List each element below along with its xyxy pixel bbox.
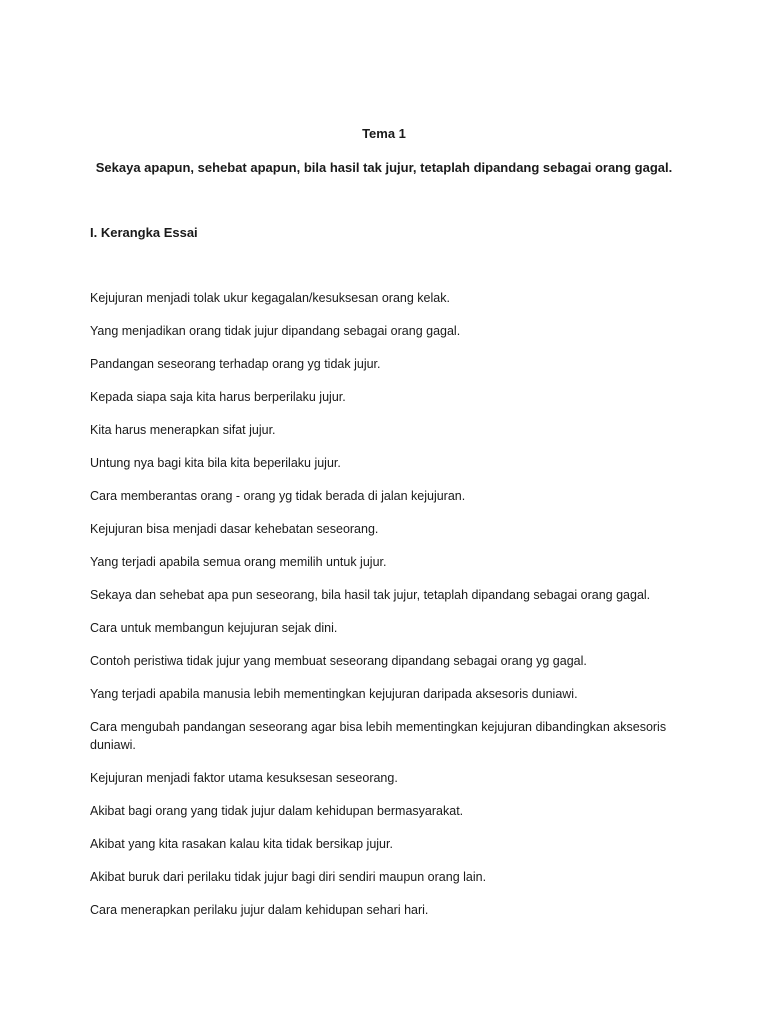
outline-item: Akibat buruk dari perilaku tidak jujur bagi diri sendiri maupun orang lain. (90, 870, 487, 884)
outline-item: Kejujuran bisa menjadi dasar kehebatan seseorang. (90, 522, 379, 536)
outline-item: Pandangan seseorang terhadap orang yg tidak jujur. (90, 357, 381, 371)
outline-item: Akibat bagi orang yang tidak jujur dalam kehidupan bermasyarakat. (90, 804, 464, 818)
document-subtitle: Sekaya apapun, sehebat apapun, bila hasil tak jujur, tetaplah dipandang sebagai orang gagal. (95, 160, 673, 175)
outline-item: Kepada siapa saja kita harus berperilaku jujur. (90, 390, 346, 404)
outline-item: Cara mengubah pandangan seseorang agar bisa lebih mementingkan kejujuran dibandingkan aksesoris duniawi. (90, 720, 667, 752)
essay-outline-list (90, 289, 680, 934)
outline-item: Yang terjadi apabila manusia lebih mementingkan kejujuran daripada aksesoris duniawi. (90, 687, 578, 701)
outline-item: Contoh peristiwa tidak jujur yang membuat seseorang dipandang sebagai orang yg gagal. (90, 654, 587, 668)
outline-item: Cara memberantas orang - orang yg tidak berada di jalan kejujuran. (90, 489, 466, 503)
outline-item: Cara menerapkan perilaku jujur dalam kehidupan sehari hari. (90, 903, 429, 917)
outline-item: Kita harus menerapkan sifat jujur. (90, 423, 276, 437)
outline-item: Yang terjadi apabila semua orang memilih untuk jujur. (90, 555, 387, 569)
outline-item: Kejujuran menjadi faktor utama kesuksesan seseorang. (90, 771, 398, 785)
outline-item: Akibat yang kita rasakan kalau kita tidak bersikap jujur. (90, 837, 393, 851)
section-heading: I. Kerangka Essai (90, 225, 198, 240)
outline-item: Kejujuran menjadi tolak ukur kegagalan/kesuksesan orang kelak. (90, 291, 450, 305)
outline-item: Untung nya bagi kita bila kita beperilaku jujur. (90, 456, 341, 470)
outline-item: Yang menjadikan orang tidak jujur dipandang sebagai orang gagal. (90, 324, 461, 338)
outline-item: Sekaya dan sehebat apa pun seseorang, bila hasil tak jujur, tetaplah dipandang sebagai orang gagal. (90, 588, 651, 602)
outline-item: Cara untuk membangun kejujuran sejak dini. (90, 621, 338, 635)
document-title: Tema 1 (362, 126, 406, 141)
